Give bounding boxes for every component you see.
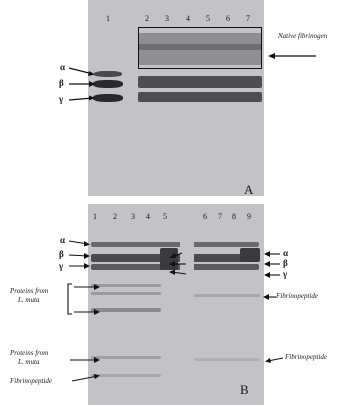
chain-label-a-gamma: γ: [59, 94, 64, 104]
chain-label-b-left-alpha: α: [60, 235, 66, 245]
lane-number-a-1: 1: [106, 14, 110, 23]
lane-number-a-2: 2: [145, 14, 149, 23]
lane-number-b-5: 5: [163, 212, 167, 221]
chain-label-a-beta: β: [59, 78, 64, 88]
proteins-label-1-species: L. muta: [18, 296, 40, 304]
proteins-label-2: Proteins from: [10, 349, 49, 357]
lane-number-a-4: 4: [186, 14, 190, 23]
lane-number-b-3: 3: [131, 212, 135, 221]
lane-number-b-8: 8: [232, 212, 236, 221]
lane-number-b-7: 7: [218, 212, 222, 221]
lane-number-a-6: 6: [226, 14, 230, 23]
panel-letter-b: B: [240, 382, 249, 397]
lane-number-b-2: 2: [113, 212, 117, 221]
fibrinopeptide-right-label-2: Fibrinopeptide: [285, 353, 327, 361]
panel-letter-a: A: [244, 182, 254, 197]
lane-number-b-4: 4: [146, 212, 150, 221]
chain-label-a-alpha: α: [60, 62, 66, 72]
fibrinopeptide-right-label-1: Fibrinopeptide: [276, 292, 318, 300]
chain-label-b-left-beta: β: [59, 249, 64, 259]
chain-label-b-right-alpha: α: [283, 248, 289, 258]
lane-number-b-1: 1: [93, 212, 97, 221]
native-fibrinogen-label: Native fibrinogen: [278, 32, 328, 40]
lane-number-a-5: 5: [206, 14, 210, 23]
lane-number-b-9: 9: [247, 212, 251, 221]
proteins-label-2-species: L. muta: [18, 358, 40, 366]
fibrinopeptide-left-label: Fibrinopeptide: [10, 377, 52, 385]
lane-number-a-7: 7: [246, 14, 250, 23]
chain-label-b-left-gamma: γ: [59, 261, 64, 271]
lane-number-a-3: 3: [165, 14, 169, 23]
proteins-label-1: Proteins from: [10, 287, 49, 295]
lane-number-b-6: 6: [203, 212, 207, 221]
chain-label-b-right-gamma: γ: [283, 269, 288, 279]
chain-label-b-right-beta: β: [283, 258, 288, 268]
